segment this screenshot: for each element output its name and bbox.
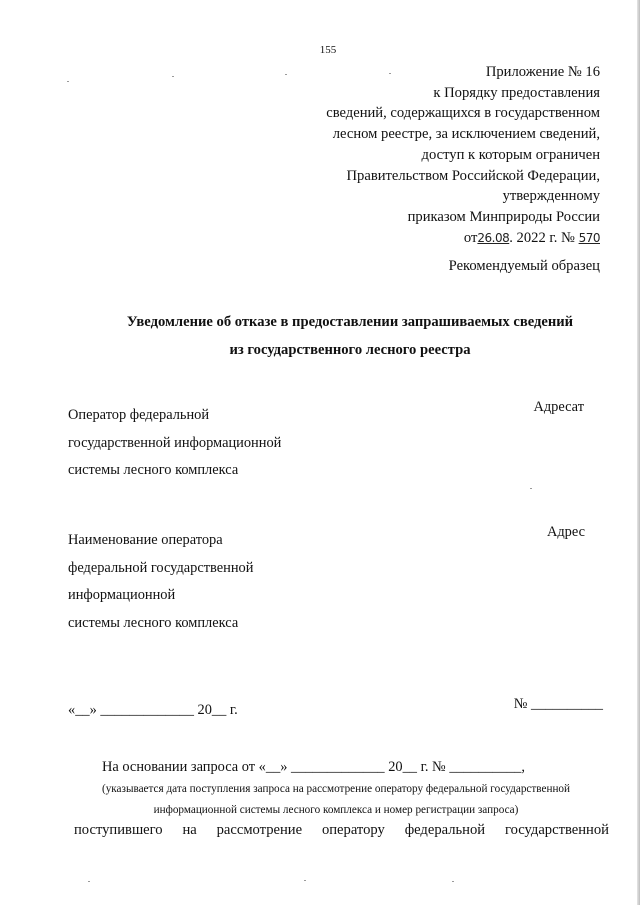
sample-label: Рекомендуемый образец bbox=[448, 258, 600, 274]
operator-name-line: системы лесного комплекса bbox=[68, 614, 239, 631]
scan-speck bbox=[452, 881, 454, 882]
continuation-word: оператору bbox=[321, 822, 385, 838]
document-title-line-1: Уведомление об отказе в предоставлении запрашиваемых сведений bbox=[126, 314, 574, 330]
continuation-word: федеральной bbox=[404, 822, 486, 838]
scan-speck bbox=[389, 73, 391, 74]
handwritten-number: 570 bbox=[578, 230, 600, 245]
handwritten-date: 26.08 bbox=[477, 230, 510, 245]
appendix-date-line bbox=[326, 228, 600, 249]
appendix-line: Правительством Российской Федерации, bbox=[346, 167, 600, 184]
scan-speck bbox=[67, 81, 69, 82]
operator-name-line: Наименование оператора bbox=[68, 532, 223, 548]
appendix-header bbox=[326, 62, 600, 248]
continuation-word: поступившего bbox=[74, 822, 163, 838]
date-line: «__» _____________ 20__ г. bbox=[68, 702, 238, 718]
appendix-line: лесном реестре, за исключением сведений, bbox=[332, 126, 600, 143]
continuation-line bbox=[74, 822, 609, 839]
page-number: 155 bbox=[319, 44, 337, 56]
continuation-word: рассмотрение bbox=[216, 822, 303, 838]
scan-speck bbox=[172, 76, 174, 77]
date-prefix: от bbox=[463, 229, 478, 246]
appendix-line: Приложение № 16 bbox=[485, 64, 600, 80]
scan-speck bbox=[88, 881, 90, 882]
appendix-line: доступ к которым ограничен bbox=[421, 146, 600, 163]
continuation-word: государственной bbox=[504, 822, 609, 838]
continuation-word: на bbox=[182, 822, 197, 838]
document-title-line-2: из государственного лесного реестра bbox=[229, 342, 471, 358]
operator-name-line: информационной bbox=[68, 587, 176, 603]
operator-block bbox=[68, 402, 281, 485]
operator-name-line: федеральной государственной bbox=[68, 559, 254, 576]
basis-line: На основании запроса от «__» _____________ 20__ г. № __________, bbox=[102, 759, 525, 775]
appendix-line: сведений, содержащихся в государственном bbox=[326, 105, 600, 122]
operator-line: Оператор федеральной bbox=[68, 407, 210, 423]
address-label: Адрес bbox=[546, 524, 585, 540]
scan-speck bbox=[530, 488, 532, 489]
basis-note bbox=[0, 779, 640, 821]
operator-line: системы лесного комплекса bbox=[68, 462, 239, 478]
appendix-line: утвержденному bbox=[502, 188, 600, 205]
scan-speck bbox=[304, 880, 306, 881]
number-line: № __________ bbox=[513, 696, 603, 712]
addressee-label: Адресат bbox=[533, 399, 584, 415]
date-suffix: . 2022 г. № bbox=[509, 229, 579, 246]
appendix-line: к Порядку предоставления bbox=[433, 84, 600, 101]
appendix-line: приказом Минприроды России bbox=[407, 208, 600, 225]
basis-note-line: (указывается дата поступления запроса на рассмотрение оператору федеральной государственной bbox=[101, 783, 571, 795]
basis-note-line: информационной системы лесного комплекса и номер регистрации запроса) bbox=[153, 804, 519, 816]
scan-speck bbox=[285, 74, 287, 75]
operator-line: государственной информационной bbox=[68, 434, 282, 451]
operator-name-block bbox=[68, 527, 253, 637]
